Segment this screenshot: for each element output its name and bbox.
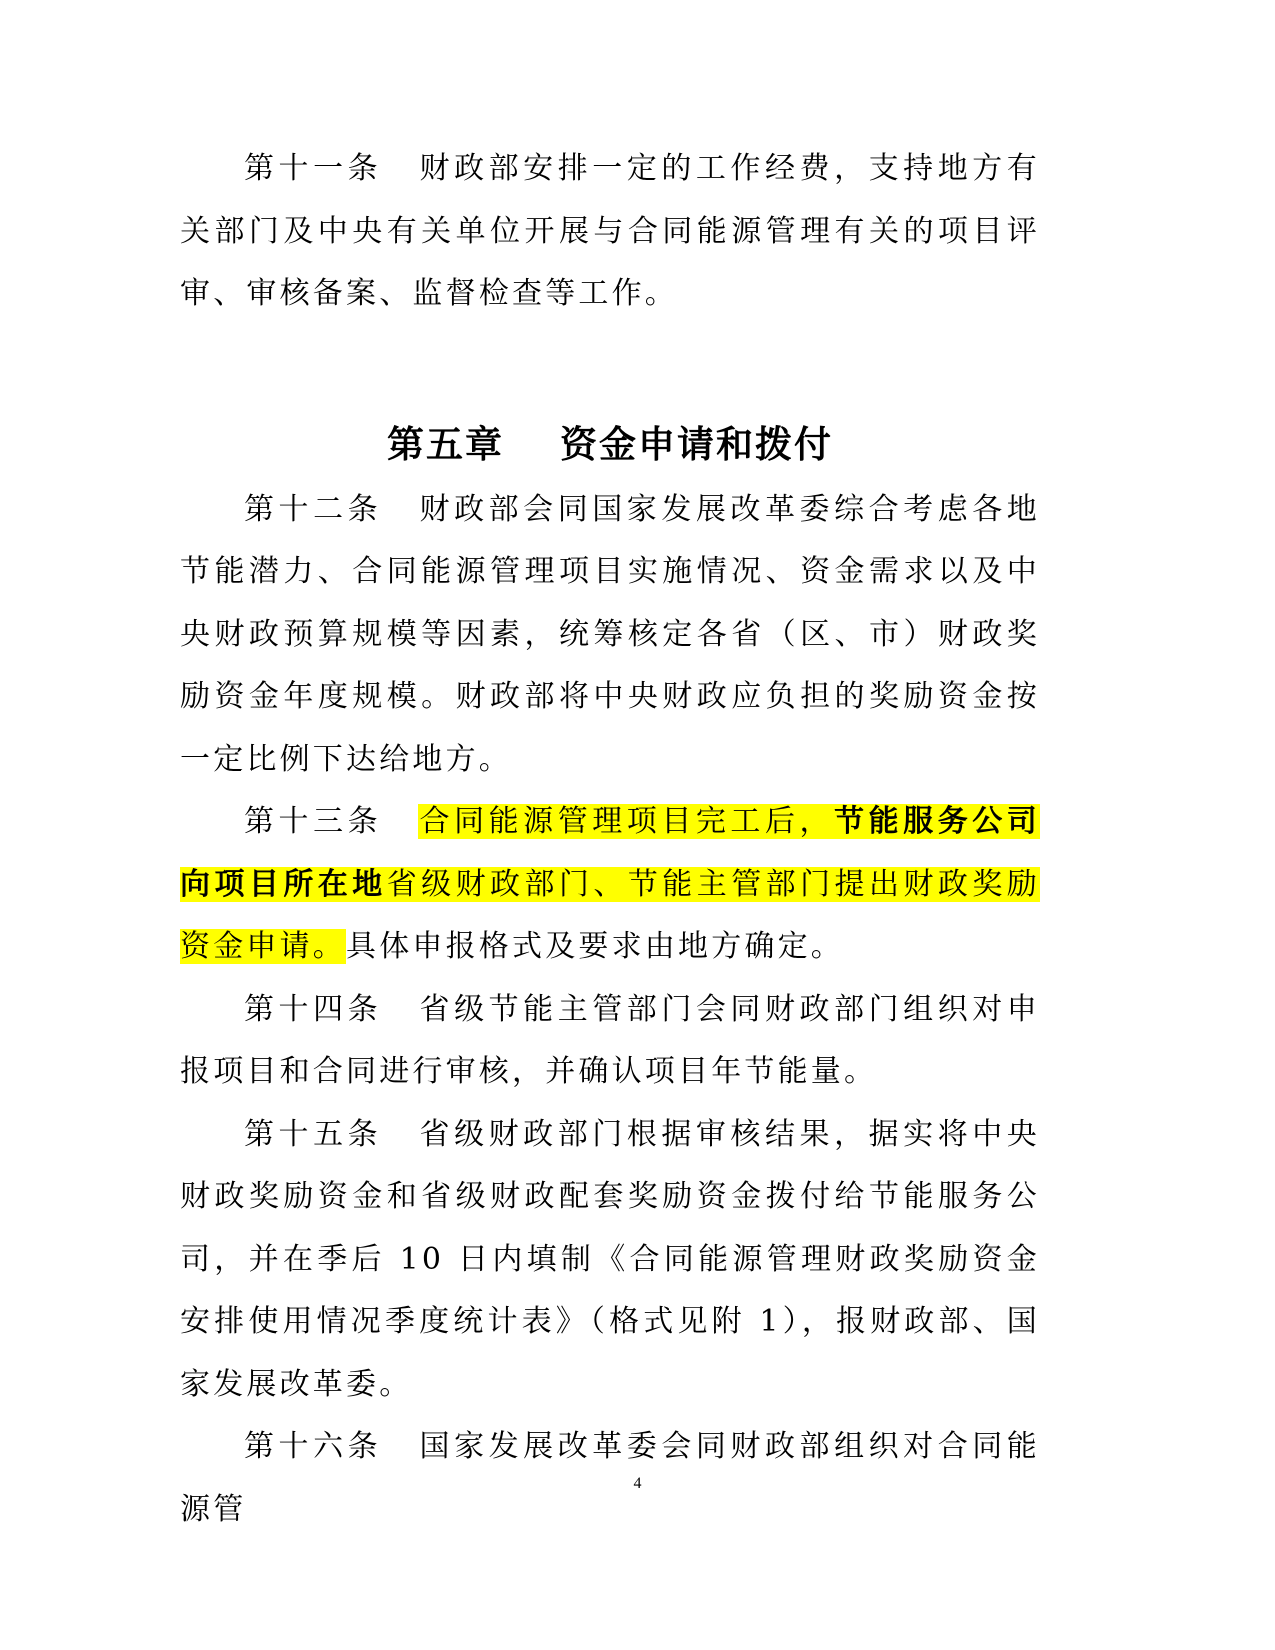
article-number: 第十一条 (244, 151, 383, 186)
article-text: 国家发展改革委会同财政部组织对合同能源管 (180, 1429, 1040, 1527)
article-14 (180, 979, 1040, 1104)
article-number: 第十三条 (244, 804, 383, 839)
page-number: 4 (633, 1475, 642, 1492)
article-12 (180, 479, 1040, 792)
article-text: 财政部安排一定的工作经费，支持地方有关部门及中央有关单位开展与合同能源管理有关的项目评审、审核备案、监督检查等工作。 (180, 151, 1040, 311)
article-text: 省级财政部门根据审核结果，据实将中央财政奖励资金和省级财政配套奖励资金拨付给节能服务公司，并在季后 10 日内填制《合同能源管理财政奖励资金安排使用情况季度统计表》（格式见附 1），报财政部、国家发展改革委。 (180, 1116, 1040, 1402)
chapter-number: 第五章 (387, 422, 504, 466)
article-13 (180, 791, 1040, 979)
article-15 (180, 1104, 1040, 1417)
article-text: 省级节能主管部门会同财政部门组织对申报项目和合同进行审核，并确认项目年节能量。 (180, 991, 1040, 1089)
article-number: 第十四条 (244, 991, 383, 1027)
chapter-title: 资金申请和拨付 (560, 422, 833, 466)
article-number: 第十六条 (244, 1429, 383, 1464)
highlighted-text-2: 省级财政部门、节能主管部门提出财政奖励资金申请。 (180, 866, 1040, 964)
article-text: 具体申报格式及要求由地方确定。 (346, 929, 844, 964)
article-number: 第十二条 (244, 491, 383, 527)
highlighted-text: 合同能源管理项目完工后， (418, 804, 835, 839)
article-text: 财政部会同国家发展改革委综合考虑各地节能潜力、合同能源管理项目实施情况、资金需求以及中央财政预算规模等因素，统筹核定各省（区、市）财政奖励资金年度规模。财政部将中央财政应负担的奖励资金按一定比例下达给地方。 (180, 491, 1040, 777)
highlighted-bold-text: 节能服务公司向项目所在地 (180, 804, 1041, 902)
article-number: 第十五条 (244, 1116, 383, 1152)
article-11 (180, 138, 1040, 326)
chapter-heading (180, 411, 1040, 479)
document-body (180, 138, 1040, 1541)
